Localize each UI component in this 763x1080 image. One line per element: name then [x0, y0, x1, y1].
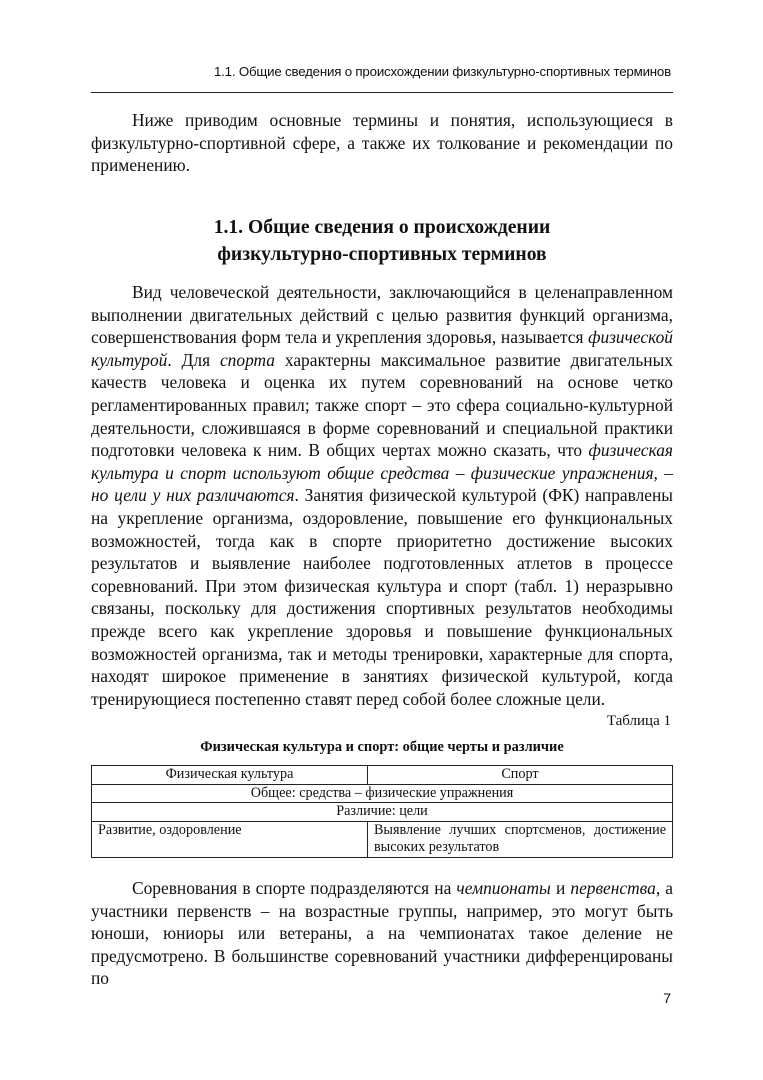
text-run: Соревнования в спорте подразделяются на	[132, 878, 457, 898]
italic-term-sport: спорта	[219, 349, 275, 370]
running-head: 1.1. Общие сведения о происхождении физкультурно-спортивных терминов	[213, 64, 671, 79]
table-cell-common: Общее: средства – физические упражнения	[92, 784, 673, 803]
text-run: и	[550, 878, 571, 898]
table-header-physical-culture: Физическая культура	[92, 766, 368, 785]
text-run: характерны максимальное развитие двигательных качеств человека и оценка их путем соревнований на основе четко регламентированных правил; также спорт – это сфера социально-культурной деятельности, сложившаяся в форме соревнований и специальной практики подготовки человека к ним. В общих чертах можно сказать, что	[91, 349, 673, 461]
text-run: . Для	[167, 349, 220, 370]
text-run: . Занятия физической культурой (ФК) направлены на укрепление организма, оздоровление, повышение его функциональных возможностей, тогда как в спорте приоритетно достижение высоких результатов и выявление наиболее подготовленных атлетов в процессе соревнований. При этом физическая культура и спорт (табл. 1) неразрывно связаны, поскольку для достижения спортивных результатов необходимы прежде всего как укрепление здоровья и повышение функциональных возможностей организма, так и методы тренировки, характерные для спорта, находят широкое применение в занятиях физической культурой, когда тренирующиеся постепенно ставят перед собой более сложные цели.	[91, 485, 673, 709]
body-paragraph-2	[91, 877, 673, 990]
section-heading-line-1: 1.1. Общие сведения о происхождении	[213, 217, 551, 238]
italic-term-physical-culture: физической культурой	[91, 327, 673, 370]
header-rule	[91, 92, 673, 93]
table-header-row	[92, 766, 673, 785]
intro-paragraph: Ниже приводим основные термины и понятия, использующиеся в физкультурно-спортивной сфере, а также их толкование и рекомендации по применению.	[91, 110, 673, 176]
table-cell-goal-sport: Выявление лучших спортсменов, достижение высоких результатов	[367, 821, 672, 857]
text-run: , а участники первенств – на возрастные группы, например, это могут быть юноши, юниоры или ветераны, а на чемпионатах такое деление не предусмотрено. В большинстве соревнований участники дифференцированы по	[91, 878, 673, 989]
table-cell-difference: Различие: цели	[92, 803, 673, 822]
italic-key-statement: физическая культура и спорт используют общие средства – физические упражнения, – но цели у них различаются	[91, 440, 673, 506]
section-heading-line-2: физкультурно-спортивных терминов	[217, 244, 547, 265]
table-header-sport: Спорт	[367, 766, 672, 785]
body-paragraph-1	[91, 281, 673, 710]
section-heading	[91, 214, 673, 268]
comparison-table	[91, 765, 673, 858]
table-row-difference	[92, 803, 673, 822]
italic-term-championships: чемпионаты	[456, 878, 551, 898]
table-row-common	[92, 784, 673, 803]
text-run: Вид человеческой деятельности, заключающийся в целенаправленном выполнении двигательных действий с целью развития функций организма, совершенствования форм тела и укрепления здоровья, называется	[91, 282, 673, 348]
table-cell-goal-physical-culture: Развитие, оздоровление	[92, 821, 368, 857]
italic-term-first-places: первенства	[570, 878, 656, 898]
table-label: Таблица 1	[606, 713, 671, 729]
table-title: Физическая культура и спорт: общие черты и различие	[200, 739, 564, 755]
table-row-goals	[92, 821, 673, 857]
page-number: 7	[663, 990, 671, 1006]
